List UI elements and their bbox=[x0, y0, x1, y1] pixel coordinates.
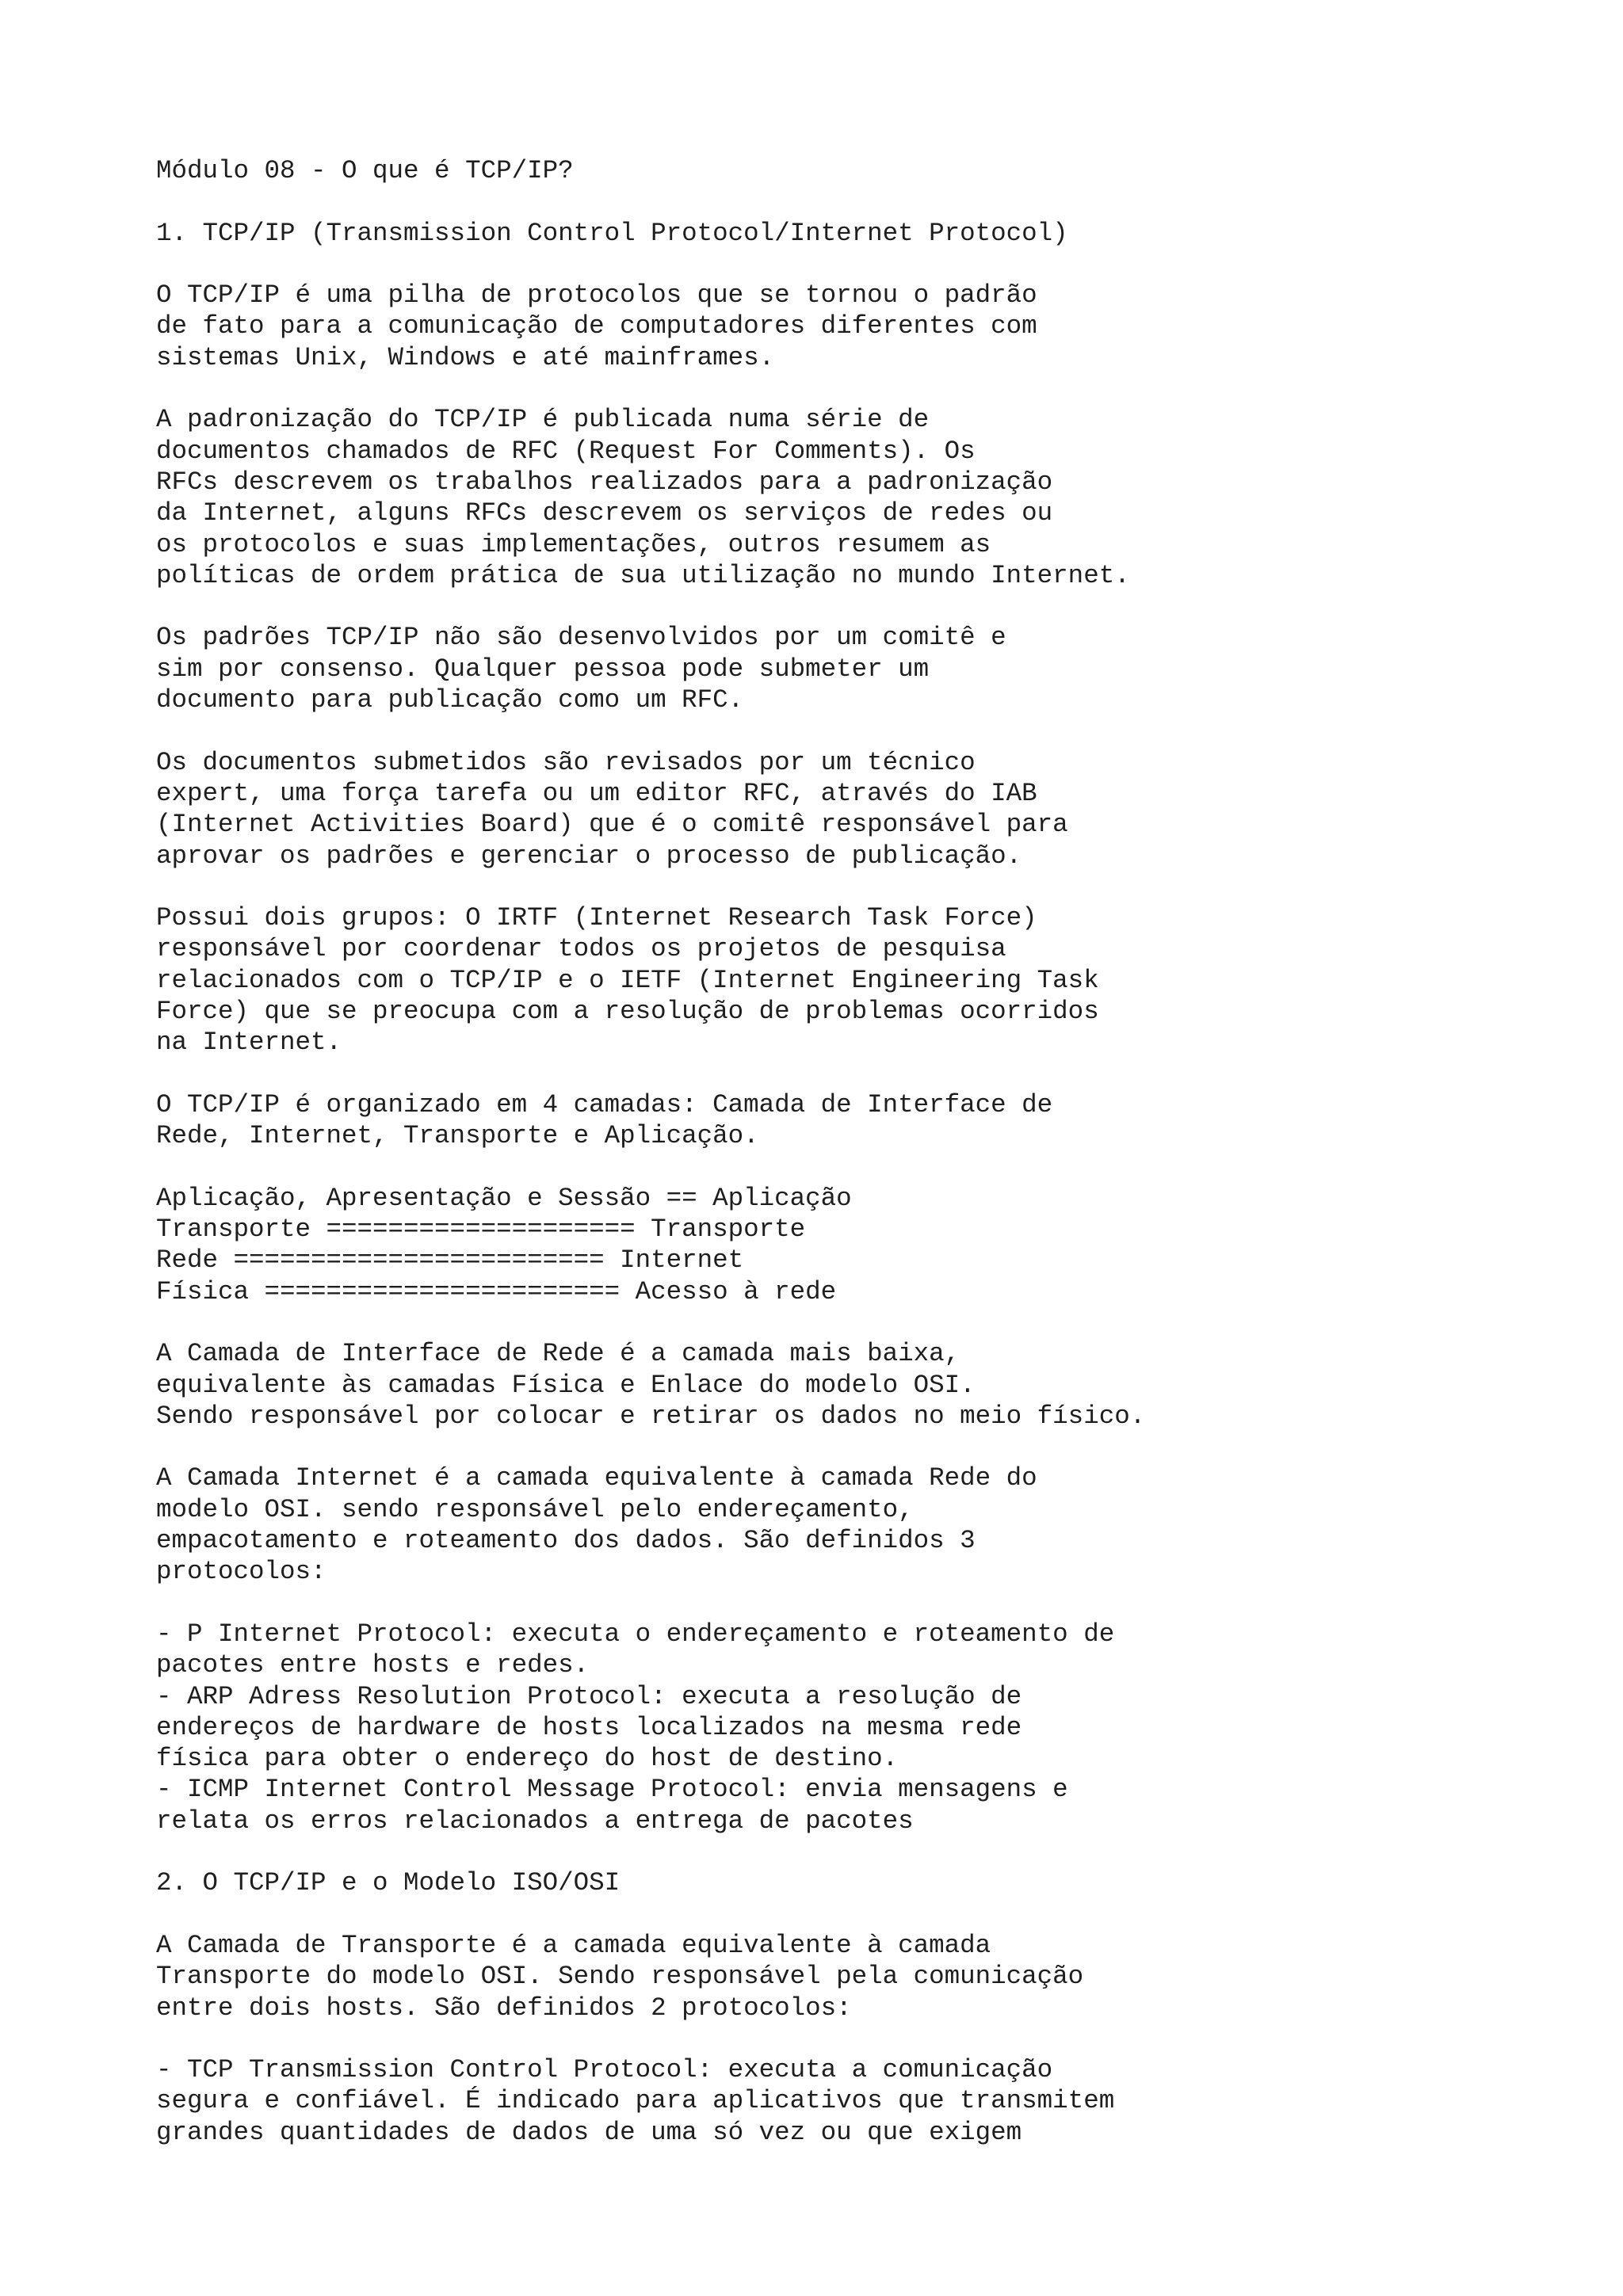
blank-line bbox=[156, 1588, 1583, 1619]
blank-line bbox=[156, 1899, 1583, 1930]
text-line: Os documentos submetidos são revisados por um técnico bbox=[156, 747, 976, 777]
blank-line bbox=[156, 1152, 1583, 1183]
blank-line bbox=[156, 1058, 1583, 1089]
text-line: os protocolos e suas implementações, outros resumem as bbox=[156, 529, 991, 559]
blank-line bbox=[156, 1836, 1583, 1867]
text-line: relacionados com o TCP/IP e o IETF (Internet Engineering Task bbox=[156, 965, 1099, 995]
text-line: Force) que se preocupa com a resolução de problemas ocorridos bbox=[156, 997, 1099, 1027]
blank-line bbox=[156, 1432, 1583, 1463]
text-line: - P Internet Protocol: executa o endereçamento e roteamento de bbox=[156, 1619, 1115, 1649]
text-line: empacotamento e roteamento dos dados. São definidos 3 bbox=[156, 1526, 976, 1556]
text-line: - TCP Transmission Control Protocol: executa a comunicação bbox=[156, 2055, 1053, 2085]
text-line: A padronização do TCP/IP é publicada numa série de bbox=[156, 405, 930, 435]
text-line: grandes quantidades de dados de uma só vez ou que exigem bbox=[156, 2117, 1022, 2147]
text-line: 1. TCP/IP (Transmission Control Protocol/Internet Protocol) bbox=[156, 218, 1068, 248]
blank-line bbox=[156, 1307, 1583, 1338]
text-line: sim por consenso. Qualquer pessoa pode submeter um bbox=[156, 654, 930, 684]
text-line: 2. O TCP/IP e o Modelo ISO/OSI bbox=[156, 1868, 621, 1898]
blank-line bbox=[156, 871, 1583, 902]
text-line: física para obter o endereço do host de destino. bbox=[156, 1744, 899, 1774]
text-line: de fato para a comunicação de computadores diferentes com bbox=[156, 311, 1037, 341]
text-line: endereços de hardware de hosts localizados na mesma rede bbox=[156, 1712, 1022, 1742]
text-line: Rede ======================== Internet bbox=[156, 1245, 744, 1276]
text-line: documento para publicação como um RFC. bbox=[156, 685, 744, 715]
text-line: (Internet Activities Board) que é o comitê responsável para bbox=[156, 810, 1068, 840]
text-line: Sendo responsável por colocar e retirar os dados no meio físico. bbox=[156, 1401, 1146, 1431]
text-line: pacotes entre hosts e redes. bbox=[156, 1650, 590, 1680]
text-line: Aplicação, Apresentação e Sessão == Aplicação bbox=[156, 1183, 852, 1213]
text-line: Os padrões TCP/IP não são desenvolvidos por um comitê e bbox=[156, 623, 1006, 653]
text-line: expert, uma força tarefa ou um editor RFC, através do IAB bbox=[156, 778, 1037, 808]
text-line: Transporte do modelo OSI. Sendo responsável pela comunicação bbox=[156, 1962, 1084, 1992]
text-line: na Internet. bbox=[156, 1028, 342, 1058]
text-line: responsável por coordenar todos os projetos de pesquisa bbox=[156, 934, 1006, 964]
document-page bbox=[156, 155, 1583, 2148]
text-line: - ARP Adress Resolution Protocol: executa a resolução de bbox=[156, 1681, 1022, 1711]
blank-line bbox=[156, 373, 1583, 404]
text-line: da Internet, alguns RFCs descrevem os serviços de redes ou bbox=[156, 498, 1053, 528]
text-line: Rede, Internet, Transporte e Aplicação. bbox=[156, 1121, 759, 1151]
text-line: Física ======================= Acesso à rede bbox=[156, 1276, 837, 1306]
text-line: políticas de ordem prática de sua utilização no mundo Internet. bbox=[156, 560, 1130, 590]
text-line: A Camada de Transporte é a camada equivalente à camada bbox=[156, 1930, 991, 1960]
text-line: documentos chamados de RFC (Request For Comments). Os bbox=[156, 436, 976, 466]
blank-line bbox=[156, 715, 1583, 746]
text-line: entre dois hosts. São definidos 2 protocolos: bbox=[156, 1993, 852, 2023]
text-line: O TCP/IP é organizado em 4 camadas: Camada de Interface de bbox=[156, 1089, 1053, 1119]
blank-line bbox=[156, 186, 1583, 217]
text-line: A Camada Internet é a camada equivalente à camada Rede do bbox=[156, 1463, 1037, 1493]
blank-line bbox=[156, 591, 1583, 622]
text-line: Módulo 08 - O que é TCP/IP? bbox=[156, 156, 574, 185]
text-line: RFCs descrevem os trabalhos realizados para a padronização bbox=[156, 467, 1053, 497]
text-line: Possui dois grupos: O IRTF (Internet Research Task Force) bbox=[156, 903, 1037, 933]
blank-line bbox=[156, 2023, 1583, 2054]
text-line: modelo OSI. sendo responsável pelo endereçamento, bbox=[156, 1494, 914, 1524]
text-line: Transporte ==================== Transporte bbox=[156, 1215, 806, 1245]
text-line: - ICMP Internet Control Message Protocol: envia mensagens e bbox=[156, 1775, 1068, 1805]
text-line: equivalente às camadas Física e Enlace do modelo OSI. bbox=[156, 1370, 976, 1400]
text-line: protocolos: bbox=[156, 1557, 327, 1587]
text-line: O TCP/IP é uma pilha de protocolos que se tornou o padrão bbox=[156, 280, 1037, 311]
blank-line bbox=[156, 249, 1583, 280]
text-line: segura e confiável. É indicado para aplicativos que transmitem bbox=[156, 2086, 1115, 2116]
text-line: A Camada de Interface de Rede é a camada mais baixa, bbox=[156, 1339, 960, 1369]
text-line: aprovar os padrões e gerenciar o processo de publicação. bbox=[156, 841, 1022, 871]
text-line: relata os erros relacionados a entrega de pacotes bbox=[156, 1806, 914, 1836]
text-line: sistemas Unix, Windows e até mainframes. bbox=[156, 342, 775, 372]
